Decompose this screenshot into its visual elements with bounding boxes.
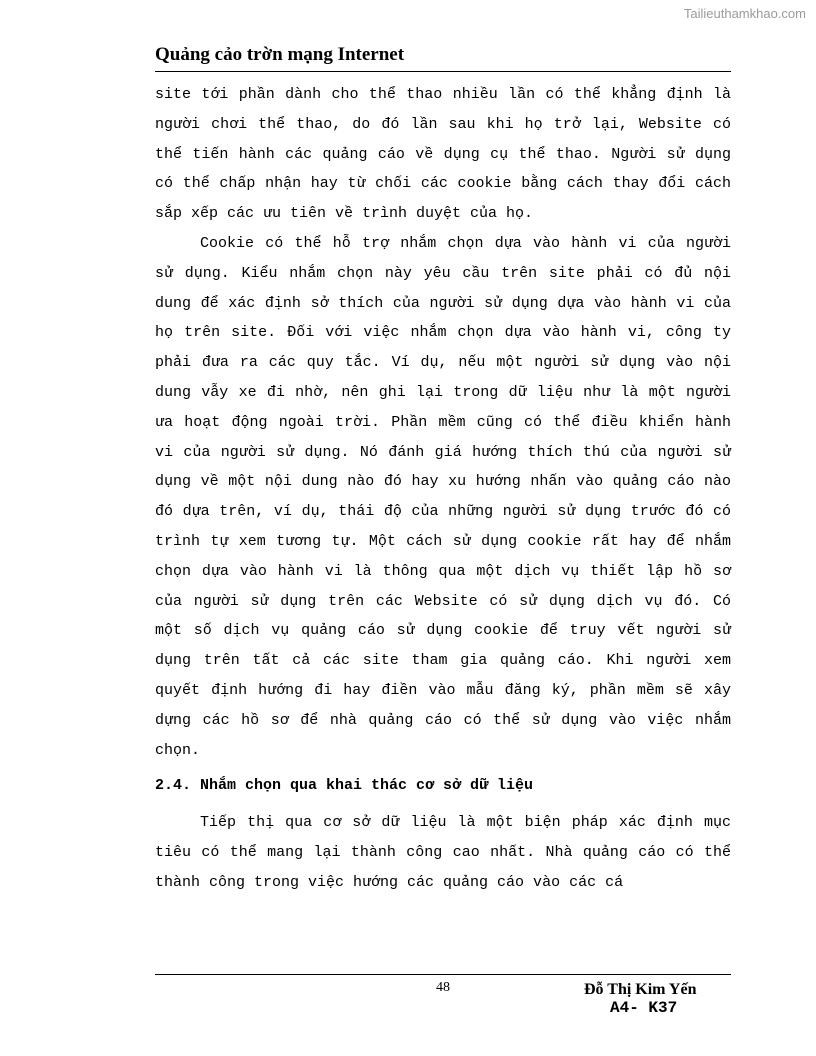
watermark-text: Tailieuthamkhao.com (683, 6, 806, 21)
footer-divider (155, 974, 731, 975)
paragraph-cookie-targeting: Cookie có thể hỗ trợ nhắm chọn dựa vào hành vi của người sử dụng. Kiểu nhắm chọn này yêu cầu trên site phải có đủ nội dung để xác định sở thích của người sử dụng dựa vào hành vi của họ trên site. Đối với việc nhắm chọn dựa vào hành vi, công ty phải đưa ra các quy tắc. Ví dụ, nếu một người sử dụng vào nội dung vẫy xe đi nhờ, nên ghi lại trong dữ liệu như là một người ưa hoạt động ngoài trời. Phần mềm cũng có thể điều khiển hành vi của người sử dụng. Nó đánh giá hướng thích thú của người sử dụng về một nội dung nào đó hay xu hướng nhấn vào quảng cáo nào đó dựa trên, ví dụ, thái độ của những người sử dụng trước đó có trình tự xem tương tự. Một cách sử dụng cookie rất hay để nhắm chọn dựa vào hành vi là thông qua một dịch vụ thiết lập hồ sơ của người sử dụng trên các Website có sử dụng dịch vụ đó. Có một số dịch vụ quảng cáo sử dụng cookie để truy vết người sử dụng trên tất cả các site tham gia quảng cáo. Khi người xem quyết định hướng đi hay điền vào mẫu đăng ký, phần mềm sẽ xây dựng các hồ sơ để nhà quảng cáo có thể sử dụng vào việc nhắm chọn. (155, 234, 731, 759)
section-heading: 2.4. Nhắm chọn qua khai thác cơ sở dữ liệu (155, 777, 534, 795)
page-header-title: Quảng cảo trờn mạng Internet (155, 44, 405, 65)
class-code: A4- K37 (610, 999, 678, 1017)
document-body (155, 80, 731, 898)
page-number: 48 (436, 980, 450, 995)
author-name: Đỗ Thị Kim Yến (584, 981, 697, 998)
paragraph-continued: site tới phần dành cho thể thao nhiều lần có thể khẳng định là người chơi thể thao, do đó lần sau khi họ trở lại, Website có thể tiến hành các quảng cáo về dụng cụ thể thao. Người sử dụng có thể chấp nhận hay từ chối các cookie bằng cách thay đổi cách sắp xếp các ưu tiên về trình duyệt của họ. (155, 86, 731, 223)
paragraph-database-marketing: Tiếp thị qua cơ sở dữ liệu là một biện pháp xác định mục tiêu có thể mang lại thành công cao nhất. Nhà quảng cáo có thể thành công trong việc hướng các quảng cáo vào các cá (155, 814, 731, 891)
header-divider (155, 71, 731, 72)
